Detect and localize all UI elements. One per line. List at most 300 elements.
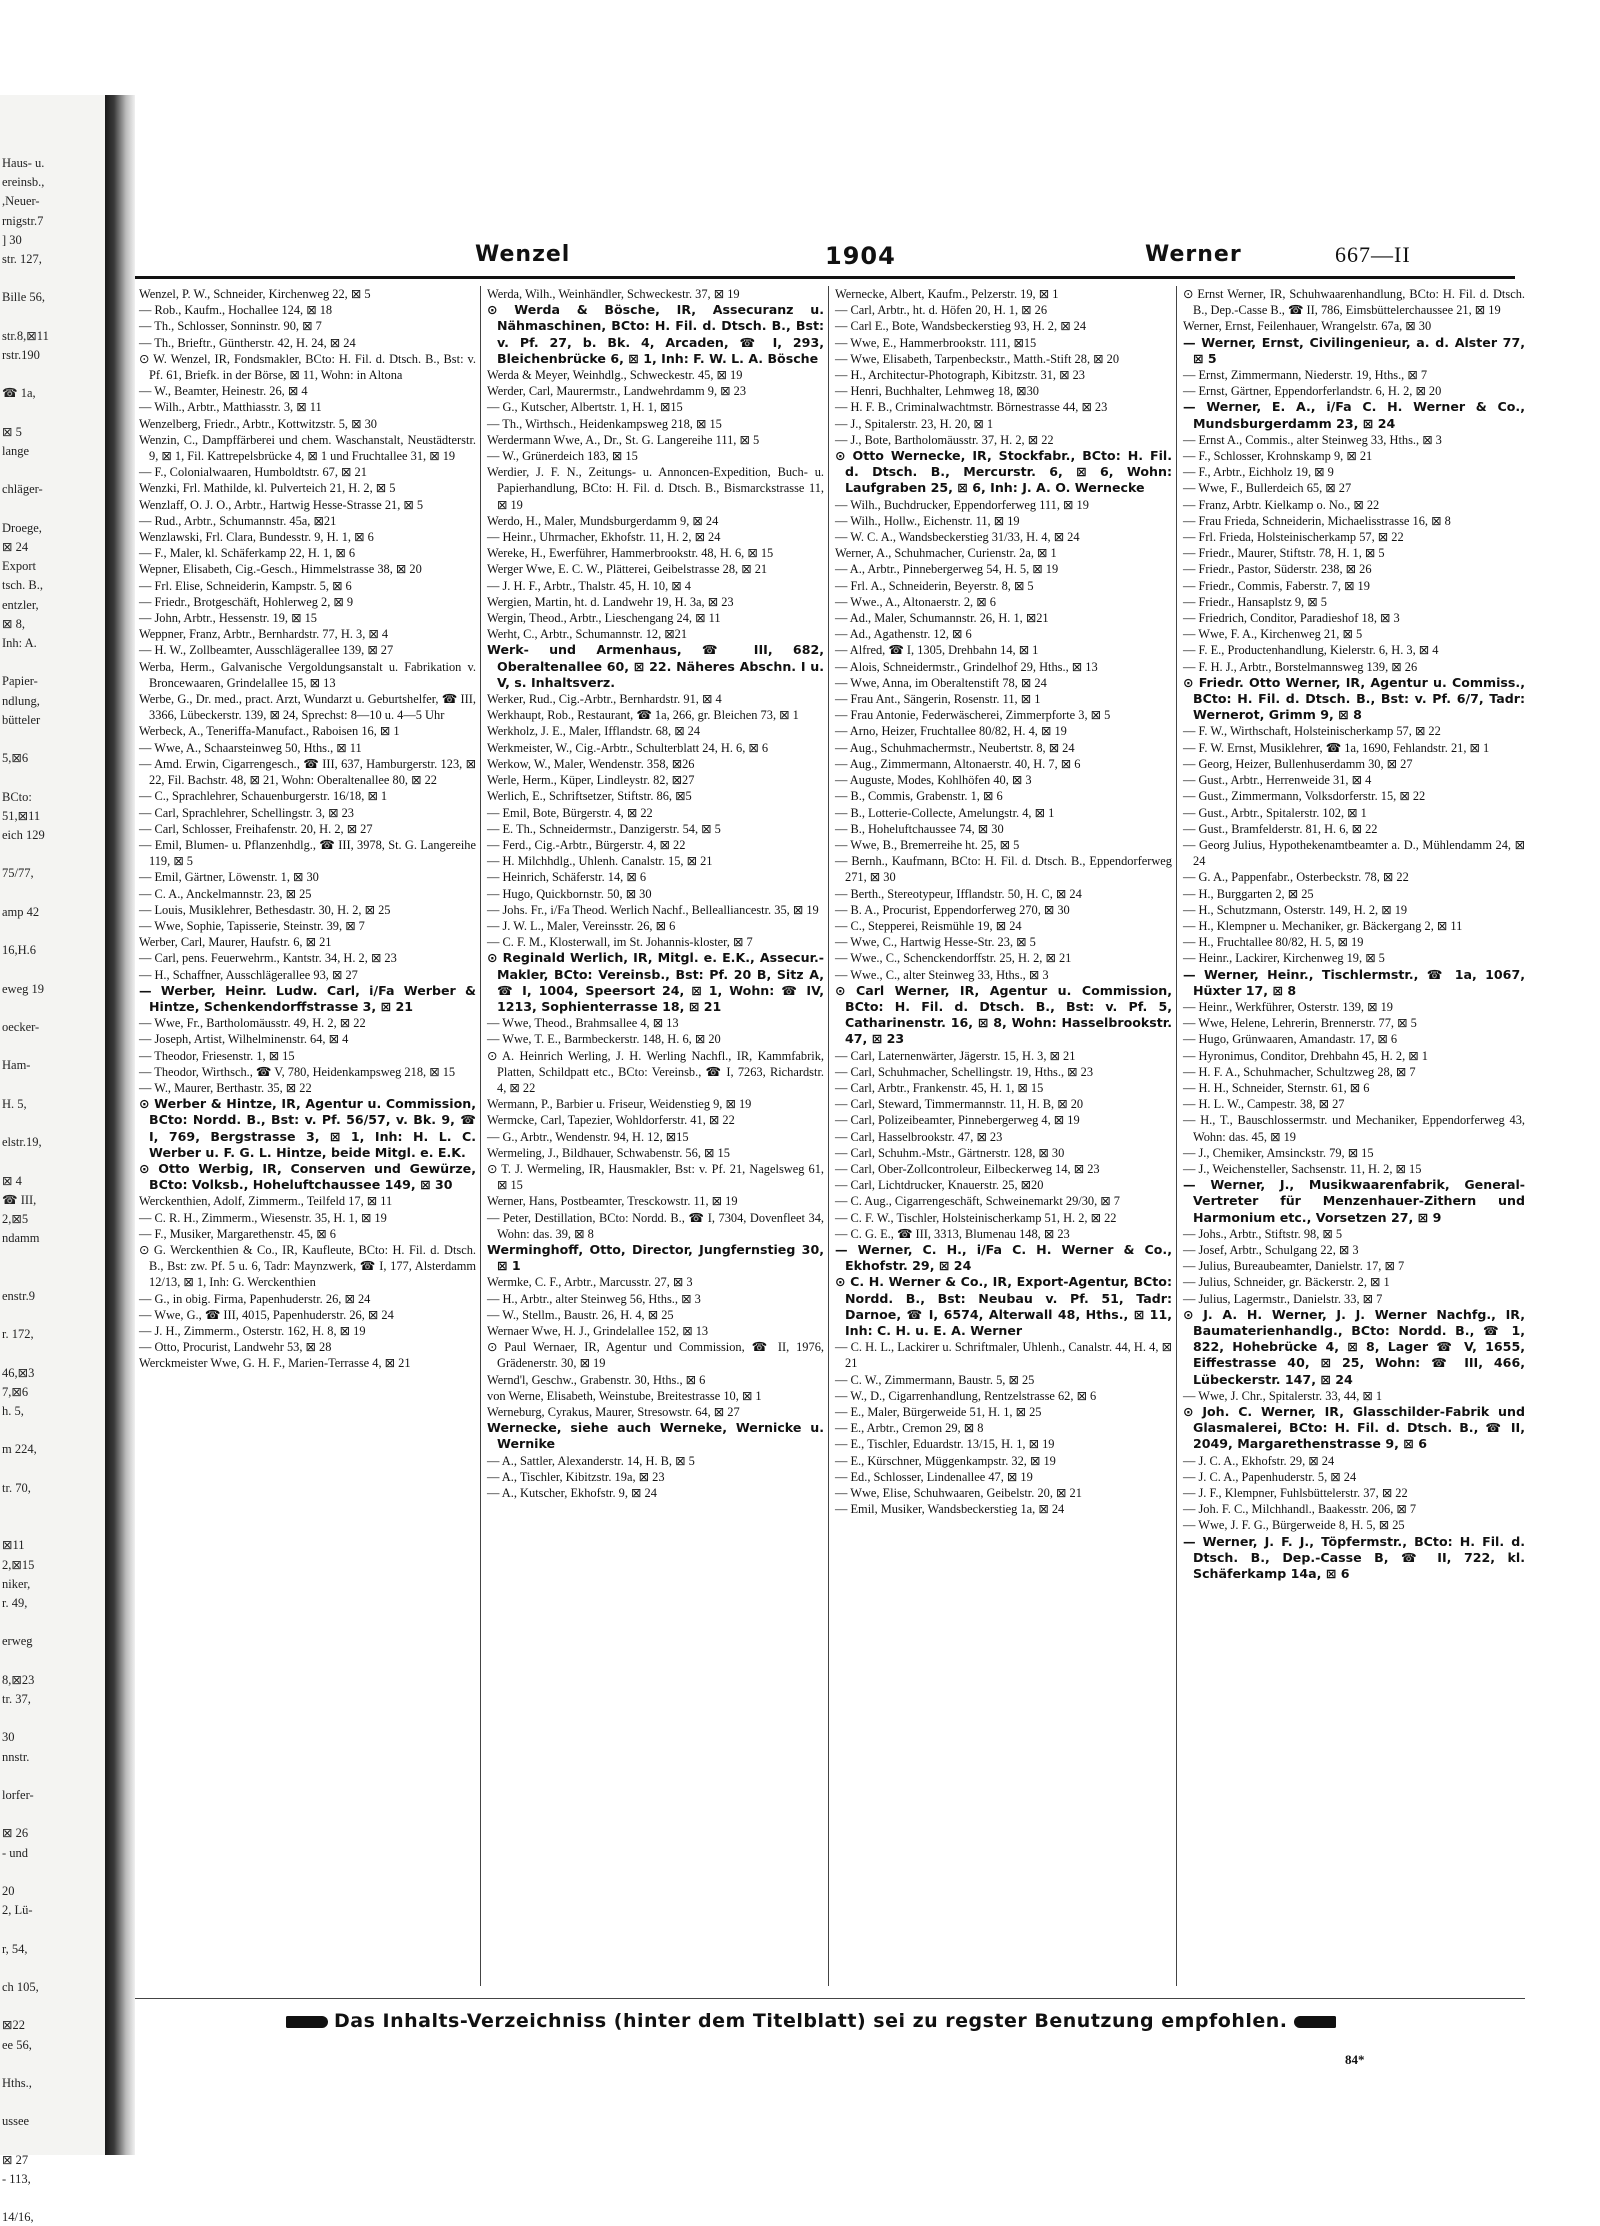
left-page-line: erweg <box>2 1634 33 1649</box>
directory-entry: — J. F., Klempner, Fuhlsbüttelerstr. 37, ⊠ 22 <box>1183 1486 1408 1501</box>
directory-entry: — Emil, Bote, Bürgerstr. 4, ⊠ 22 <box>487 805 653 820</box>
directory-entry: — Carl, pens. Feuerwehrm., Kantstr. 34, H. 2, ⊠ 23 <box>139 951 397 966</box>
directory-entry: — Emil, Musiker, Wandsbeckerstieg 1a, ⊠ 24 <box>835 1502 1065 1517</box>
directory-entry: — Wwe, Helene, Lehrerin, Brennerstr. 77, ⊠ 5 <box>1183 1016 1417 1031</box>
directory-entry: — Werner, Heinr., Tischlermstr., ☎ 1a, 1067, Hüxter 17, ⊠ 8 <box>1183 966 1525 998</box>
directory-entry: — E. Th., Schneidermstr., Danzigerstr. 54, ⊠ 5 <box>487 821 721 836</box>
directory-entry: — Georg, Heizer, Bullenhuserdamm 30, ⊠ 27 <box>1183 756 1413 771</box>
directory-entry: — C. R. H., Zimmerm., Wiesenstr. 35, H. 1, ⊠ 19 <box>139 1210 387 1225</box>
left-page-line: ee 56, <box>2 2037 32 2052</box>
directory-entry: — C., Sprachlehrer, Schauenburgerstr. 16/18, ⊠ 1 <box>139 789 388 804</box>
directory-entry: — Hugo, Quickbornstr. 50, ⊠ 30 <box>487 886 652 901</box>
directory-entry: — Wwe, Sophie, Tapisserie, Steinstr. 39, ⊠ 7 <box>139 918 365 933</box>
directory-entry: — H., Schutzmann, Osterstr. 149, H. 2, ⊠ 19 <box>1183 902 1408 917</box>
directory-entry: — Werner, C. H., i/Fa C. H. Werner & Co., Ekhofstr. 29, ⊠ 24 <box>835 1241 1172 1274</box>
header-year: 1904 <box>825 242 896 270</box>
directory-entry: Wernaer Wwe, H. J., Grindelallee 152, ⊠ 13 <box>487 1324 709 1338</box>
left-page-line: BCto: <box>2 789 32 804</box>
directory-entry: — Heinr., Werkführer, Osterstr. 139, ⊠ 19 <box>1183 999 1393 1014</box>
directory-entry: — E., Kürschner, Müggenkampstr. 32, ⊠ 19 <box>835 1453 1056 1468</box>
directory-entry: — Wwe, J. Chr., Spitalerstr. 33, 44, ⊠ 1 <box>1183 1388 1383 1403</box>
directory-entry: — Wwe, Elisabeth, Tarpenbeckstr., Matth.-Stift 28, ⊠ 20 <box>835 351 1120 366</box>
directory-entry: — Alois, Schneidermstr., Grindelhof 29, Hths., ⊠ 13 <box>835 659 1098 674</box>
left-page-line: ⊠ 4 <box>2 1173 22 1188</box>
directory-entry: Wenzlaff, O. J. O., Arbtr., Hartwig Hesse-Strasse 21, ⊠ 5 <box>139 497 424 512</box>
directory-entry: ⊙ J. A. H. Werner, J. J. Werner Nachfg., IR, Baumaterienhandlg., BCto: Nordd. B., ☎ 1, 822, Hohebrücke 4, ⊠ 8, Lager ☎ V, 1655, Eiffestrasse 40, ⊠ 25, Wohn: ☎ III, 466, Lübeckerstr. 147, ⊠ 24 <box>1183 1306 1525 1387</box>
left-page-line: ndlung, <box>2 693 40 708</box>
left-page-line: H. 5, <box>2 1096 27 1111</box>
header-left-keyword: Wenzel <box>475 242 571 267</box>
left-page-line: 5,⊠6 <box>2 751 29 766</box>
directory-entry: — Wwe, Anna, im Oberaltenstift 78, ⊠ 24 <box>835 675 1047 690</box>
directory-entry: — Werner, Ernst, Civilingenieur, a. d. Alster 77, ⊠ 5 <box>1183 334 1525 366</box>
directory-entry: — F., Maler, kl. Schäferkamp 22, H. 1, ⊠ 6 <box>139 546 356 561</box>
directory-entry: — Heinr., Lackirer, Kirchenweg 19, ⊠ 5 <box>1183 951 1385 966</box>
left-page-line: - 113, <box>2 2172 31 2186</box>
directory-entry: Wenzin, C., Dampffärberei und chem. Waschanstalt, Neustädterstr. 9, ⊠ 1, Fil. Kattrepelsbrücke 4, ⊠ 1 und Fruchtallee 31, ⊠ 19 <box>139 432 476 464</box>
directory-entry: — Th., Schlosser, Sonninstr. 90, ⊠ 7 <box>139 319 322 334</box>
left-page-line: lange <box>2 444 30 458</box>
directory-entry: ⊙ Reginald Werlich, IR, Mitgl. e. E.K., Assecur.-Makler, BCto: Vereinsb., Bst: Pf. 20 B, Sitz A, ☎ I, 1004, Speersort 24, ⊠ 1, Wohn: ☎ IV, 1213, Sophienterrasse 18, ⊠ 21 <box>487 950 824 1014</box>
directory-entry: — H. Milchhdlg., Uhlenh. Canalstr. 15, ⊠ 21 <box>487 854 713 869</box>
left-page-line: ⊠ 5 <box>2 424 22 439</box>
directory-entry: — J. C. A., Papenhuderstr. 5, ⊠ 24 <box>1183 1469 1357 1484</box>
directory-entry: — Alfred, ☎ I, 1305, Drehbahn 14, ⊠ 1 <box>835 643 1039 658</box>
left-page-line: eweg 19 <box>2 981 44 996</box>
directory-entry: — Wwe, B., Bremerreihe ht. 25, ⊠ 5 <box>835 837 1020 852</box>
left-page-line: tsch. B., <box>2 578 43 593</box>
directory-entry: — Wwe, G., ☎ III, 4015, Papenhuderstr. 26, ⊠ 24 <box>139 1307 394 1322</box>
directory-entry: — Frau Ant., Sängerin, Rosenstr. 11, ⊠ 1 <box>835 692 1041 707</box>
directory-entry: — Th., Brieftr., Güntherstr. 42, H. 24, ⊠ 24 <box>139 335 356 350</box>
left-page-line: 75/77, <box>2 866 34 881</box>
left-page-line: Bille 56, <box>2 290 46 305</box>
left-page-line: 46,⊠3 <box>2 1365 35 1380</box>
directory-entry: Wermann, P., Barbier u. Friseur, Weidenstieg 9, ⊠ 19 <box>487 1097 752 1112</box>
directory-entry: — Carl, Steward, Timmermannstr. 11, H. B, ⊠ 20 <box>835 1097 1084 1112</box>
directory-entry: — H., Schaffner, Ausschlägerallee 93, ⊠ 27 <box>139 967 358 982</box>
directory-entry: Wenzki, Frl. Mathilde, kl. Pulverteich 21, H. 2, ⊠ 5 <box>139 481 396 496</box>
directory-entry: Wermke, C. F., Arbtr., Marcusstr. 27, ⊠ 3 <box>487 1275 693 1290</box>
left-page-line: ereinsb., <box>2 175 45 190</box>
page-signature-mark: 84* <box>1345 2052 1365 2067</box>
directory-entry: — F., Schlosser, Krohnskamp 9, ⊠ 21 <box>1183 449 1373 464</box>
directory-entry: Werlich, E., Schriftsetzer, Stiftstr. 86, ⊠5 <box>487 789 692 804</box>
directory-entry: — H. L. W., Campestr. 38, ⊠ 27 <box>1183 1097 1345 1112</box>
directory-entry: Werbeck, A., Teneriffa-Manufact., Raboisen 16, ⊠ 1 <box>139 724 400 739</box>
directory-entry: — Werber, Heinr. Ludw. Carl, i/Fa Werber & Hintze, Schenkendorffstrasse 3, ⊠ 21 <box>139 982 476 1014</box>
left-page-line: ussee <box>2 2114 30 2129</box>
directory-entry: Wermcke, Carl, Tapezier, Wohldorferstr. 41, ⊠ 22 <box>487 1113 735 1128</box>
directory-entry: — Heinr., Uhrmacher, Ekhofstr. 11, H. 2, ⊠ 24 <box>487 530 721 545</box>
directory-entry: — Wwe, Elise, Schuhwaaren, Geibelstr. 20, ⊠ 21 <box>835 1486 1082 1501</box>
directory-entry: — F., Musiker, Margarethenstr. 45, ⊠ 6 <box>139 1226 336 1241</box>
directory-entry: — Ad., Agathenstr. 12, ⊠ 6 <box>835 627 972 642</box>
directory-entry: — J. W. L., Maler, Vereinsstr. 26, ⊠ 6 <box>487 918 676 933</box>
directory-entry: — J. C. A., Ekhofstr. 29, ⊠ 24 <box>1183 1453 1335 1468</box>
left-page-line: tr. 70, <box>2 1480 31 1495</box>
left-page-line: Inh: A. <box>2 636 37 650</box>
directory-entry: — W., Maurer, Berthastr. 35, ⊠ 22 <box>139 1080 312 1095</box>
left-page-line: h. 5, <box>2 1404 24 1418</box>
directory-entry: — Johs. Fr., i/Fa Theod. Werlich Nachf., Bellealliancestr. 35, ⊠ 19 <box>487 902 819 917</box>
directory-entry: — Friedr., Maurer, Stiftstr. 78, H. 1, ⊠ 5 <box>1183 546 1385 561</box>
directory-entry: — A., Tischler, Kibitzstr. 19a, ⊠ 23 <box>487 1469 665 1484</box>
left-page-line: Haus- u. <box>2 156 45 170</box>
directory-entry: Wernecke, Albert, Kaufm., Pelzerstr. 19, ⊠ 1 <box>835 287 1059 301</box>
directory-entry: — B. A., Procurist, Eppendorferweg 270, ⊠ 30 <box>835 902 1070 917</box>
left-page-line: str.8,⊠11 <box>2 328 49 343</box>
left-page-line: chläger- <box>2 482 43 497</box>
left-page-line: str. 127, <box>2 252 42 266</box>
left-page-line: ,Neuer- <box>2 194 40 209</box>
directory-entry: Wepner, Elisabeth, Cig.-Gesch., Himmelstrasse 38, ⊠ 20 <box>139 562 422 577</box>
directory-entry: ⊙ W. Wenzel, IR, Fondsmakler, BCto: H. Fil. d. Dtsch. B., Bst: v. Pf. 61, Briefk. in der Börse, ⊠ 11, Wohn: in Altona <box>139 351 476 383</box>
directory-entry: — A., Kutscher, Ekhofstr. 9, ⊠ 24 <box>487 1486 657 1501</box>
directory-entry: — F. H. J., Arbtr., Borstelmannsweg 139, ⊠ 26 <box>1183 659 1418 674</box>
directory-entry: ⊙ Joh. C. Werner, IR, Glasschilder-Fabrik und Glasmalerei, BCto: H. Fil. d. Dtsch. B., ☎ II, 2049, Margarethenstrasse 9, ⊠ 6 <box>1183 1404 1525 1452</box>
left-page-line: elstr.19, <box>2 1135 42 1150</box>
directory-entry: — Carl, Laternenwärter, Jägerstr. 15, H. 3, ⊠ 21 <box>835 1048 1076 1063</box>
directory-entry: — Julius, Schneider, gr. Bäckerstr. 2, ⊠ 1 <box>1183 1275 1390 1290</box>
directory-entry: — F., Arbtr., Eichholz 19, ⊠ 9 <box>1183 465 1334 480</box>
directory-entry: — Carl, Ober-Zollcontroleur, Eilbeckerweg 14, ⊠ 23 <box>835 1161 1100 1176</box>
directory-entry: — Aug., Schuhmachermstr., Neubertstr. 8, ⊠ 24 <box>835 740 1075 755</box>
directory-entry: — Ferd., Cig.-Arbtr., Bürgerstr. 4, ⊠ 22 <box>487 837 686 852</box>
directory-entry: ⊙ Werber & Hintze, IR, Agentur u. Commission, BCto: Nordd. B., Bst: v. Pf. 56/57, v. Bk. 9, ☎ I, 769, Bergstrasse 3, ⊠ 1, Inh: H. L. C. Werber u. F. G. L. Hintze, beide Mitgl. e. E.K. <box>139 1096 476 1160</box>
left-page-line: Export <box>2 559 37 574</box>
directory-entry: — G. A., Pappenfabr., Osterbeckstr. 78, ⊠ 22 <box>1183 870 1409 885</box>
directory-entry: Werdo, H., Maler, Mundsburgerdamm 9, ⊠ 24 <box>487 513 719 528</box>
directory-entry: — Gust., Arbtr., Herrenweide 31, ⊠ 4 <box>1183 773 1372 788</box>
left-page-line: lorfer- <box>2 1788 34 1802</box>
footer-notice-text: Das Inhalts-Verzeichniss (hinter dem Titelblatt) sei zu regster Benutzung empfohlen. <box>334 2010 1288 2032</box>
directory-entry: Wergien, Martin, ht. d. Landwehr 19, H. 3a, ⊠ 23 <box>487 594 734 609</box>
header-right-keyword: Werner <box>1145 242 1242 267</box>
directory-entry: ⊙ C. H. Werner & Co., IR, Export-Agentur, BCto: Nordd. B., Bst: Neubau v. Pf. 51, Tadr: Darnoe, ☎ I, 6574, Alterwall 48, Hths., ⊠ 11, Inh: C. H. u. E. A. Werner <box>835 1274 1172 1338</box>
directory-entry: — Friedr., Brotgeschäft, Hohlerweg 2, ⊠ 9 <box>139 594 354 609</box>
left-page-line: rnigstr.7 <box>2 213 44 228</box>
directory-entry: — Aug., Zimmermann, Altonaerstr. 40, H. 7, ⊠ 6 <box>835 756 1081 771</box>
directory-entry: — H., Arbtr., alter Steinweg 56, Hths., ⊠ 3 <box>487 1291 701 1306</box>
directory-entry: — W. C. A., Wandsbeckerstieg 31/33, H. 4, ⊠ 24 <box>835 530 1080 545</box>
directory-entry: — Georg Julius, Hypothekenamtbeamter a. D., Mühlendamm 24, ⊠ 24 <box>1183 837 1525 869</box>
left-page-fragment <box>0 95 112 2225</box>
directory-entry: Werckenthien, Adolf, Zimmerm., Teilfeld 17, ⊠ 11 <box>139 1194 393 1209</box>
directory-entry: — Carl, Sprachlehrer, Schellingstr. 3, ⊠ 23 <box>139 805 354 820</box>
directory-entry: — Th., Wirthsch., Heidenkampsweg 218, ⊠ 15 <box>487 416 722 431</box>
directory-entry: — Amd. Erwin, Cigarrengesch., ☎ III, 637, Hamburgerstr. 123, ⊠ 22, Fil. Bachstr. 48, ⊠ 21, Wohn: Oberaltenallee 80, ⊠ 22 <box>139 756 476 788</box>
directory-entry: — Carl, Arbtr., ht. d. Höfen 20, H. 1, ⊠ 26 <box>835 303 1048 318</box>
directory-entry: Werder, Carl, Maurermstr., Landwehrdamm 9, ⊠ 23 <box>487 384 747 399</box>
directory-entry: Werckmeister Wwe, G. H. F., Marien-Terrasse 4, ⊠ 21 <box>139 1356 411 1371</box>
left-page-line: oecker- <box>2 1020 40 1034</box>
directory-entry: — C. Aug., Cigarrengeschäft, Schweinemarkt 29/30, ⊠ 7 <box>835 1194 1120 1209</box>
book-binding <box>105 95 135 2155</box>
directory-entry: — John, Arbtr., Hessenstr. 19, ⊠ 15 <box>139 611 317 626</box>
directory-entry: Wernecke, siehe auch Werneke, Wernicke u. Wernike <box>487 1420 824 1452</box>
directory-entry: Werda & Meyer, Weinhdlg., Schweckestr. 45, ⊠ 19 <box>487 368 743 383</box>
directory-entry: — Rud., Arbtr., Schumannstr. 45a, ⊠21 <box>139 513 337 528</box>
directory-entry: — W., Grünerdeich 183, ⊠ 15 <box>487 449 638 464</box>
directory-column-1 <box>135 286 481 1986</box>
directory-entry: Werbe, G., Dr. med., pract. Arzt, Wundarzt u. Geburtshelfer, ☎ III, 3366, Lübeckerstr. 139, ⊠ 24, Sprechst: 8—10 u. 4—5 Uhr <box>139 692 476 723</box>
footer-notice <box>280 2010 1342 2032</box>
left-page-line: nnstr. <box>2 1749 30 1764</box>
left-page-line: ⊠ 26 <box>2 1826 29 1841</box>
left-page-line: ⊠11 <box>2 1538 25 1553</box>
left-page-line: 2,⊠5 <box>2 1212 29 1226</box>
left-page-line: m 224, <box>2 1442 37 1457</box>
directory-entry: — B., Commis, Grabenstr. 1, ⊠ 6 <box>835 789 1003 804</box>
directory-entry: ⊙ A. Heinrich Werling, J. H. Werling Nachfl., IR, Kammfabrik, Platten, Schildpatt etc., BCto: Vereinsb., ☎ I, 7263, Richardstr. 4, ⊠ 22 <box>487 1048 824 1095</box>
directory-column-4 <box>1179 286 1529 1986</box>
directory-entry: — Werner, J. F. J., Töpfermstr., BCto: H. Fil. d. Dtsch. B., Dep.-Casse B, ☎ II, 722, kl. Schäferkamp 14a, ⊠ 6 <box>1183 1533 1525 1582</box>
left-page-line: 8,⊠23 <box>2 1672 35 1687</box>
directory-entry: Wenzel, P. W., Schneider, Kirchenweg 22, ⊠ 5 <box>139 287 371 301</box>
directory-entry: — Carl, Lichtdrucker, Knauerstr. 25, ⊠20 <box>835 1178 1044 1193</box>
directory-entry: — Auguste, Modes, Kohlhöfen 40, ⊠ 3 <box>835 773 1032 788</box>
directory-entry: Werba, Herm., Galvanische Vergoldungsanstalt u. Fabrikation v. Broncewaaren, Grindelallee 15, ⊠ 13 <box>139 659 476 690</box>
pointing-hand-icon <box>286 2016 328 2028</box>
header-page-number: 667—II <box>1335 242 1411 267</box>
left-page-line: 20 <box>2 1884 15 1898</box>
directory-entry: — H. F. B., Criminalwachtmstr. Börnestrasse 44, ⊠ 23 <box>835 400 1108 415</box>
directory-entry: ⊙ G. Werckenthien & Co., IR, Kaufleute, BCto: H. Fil. d. Dtsch. B., Bst: zw. Pf. 5 u. 6, Tadr: Maynzwerk, ☎ I, 177, Alsterdamm 12/13, ⊠ 1, Inh: G. Werckenthien <box>139 1242 476 1290</box>
directory-entry: von Werne, Elisabeth, Weinstube, Breitestrasse 10, ⊠ 1 <box>487 1388 762 1403</box>
directory-entry: — Friedr., Commis, Faberstr. 7, ⊠ 19 <box>1183 578 1370 593</box>
directory-entry: — Otto, Procurist, Landwehr 53, ⊠ 28 <box>139 1340 332 1355</box>
page-header <box>135 190 1575 270</box>
header-rule <box>135 276 1515 279</box>
directory-entry: Werneburg, Cyrakus, Maurer, Stresowstr. 64, ⊠ 27 <box>487 1405 740 1420</box>
left-page-line: enstr.9 <box>2 1288 35 1303</box>
left-page-line: entzler, <box>2 597 39 612</box>
directory-entry: — Carl, Arbtr., Frankenstr. 45, H. 1, ⊠ 15 <box>835 1080 1044 1095</box>
directory-entry: — Carl, Schuhmacher, Schellingstr. 19, Hths., ⊠ 23 <box>835 1064 1094 1079</box>
directory-entry: Werle, Herm., Küper, Lindleystr. 82, ⊠27 <box>487 773 695 788</box>
directory-entry: — G., Kutscher, Albertstr. 1, H. 1, ⊠15 <box>487 400 683 415</box>
directory-entry: ⊙ Carl Werner, IR, Agentur u. Commission, BCto: H. Fil. d. Dtsch. B., Bst: v. Pf. 5, Catharinenstr. 16, ⊠ 8, Wohn: Hasselbrookstr. 47, ⊠ 23 <box>835 982 1172 1047</box>
directory-entry: — H. F. A., Schuhmacher, Schultzweg 28, ⊠ 7 <box>1183 1064 1416 1079</box>
left-page-line: - und <box>2 1845 29 1860</box>
directory-entry: Werkmeister, W., Cig.-Arbtr., Schulterblatt 24, H. 6, ⊠ 6 <box>487 740 769 755</box>
left-page-line: Ham- <box>2 1058 31 1073</box>
page-footer <box>135 1998 1575 2038</box>
directory-entry: — Wilh., Arbtr., Matthiasstr. 3, ⊠ 11 <box>139 400 322 415</box>
directory-entry: — F., Colonialwaaren, Humboldtstr. 67, ⊠ 21 <box>139 465 367 480</box>
directory-column-3 <box>831 286 1177 1986</box>
left-page-line: niker, <box>2 1576 31 1591</box>
directory-entry: — E., Tischler, Eduardstr. 13/15, H. 1, ⊠ 19 <box>835 1437 1055 1452</box>
directory-entry: — Carl, Hasselbrookstr. 47, ⊠ 23 <box>835 1129 1003 1144</box>
directory-entry: — Johs., Arbtr., Stiftstr. 98, ⊠ 5 <box>1183 1226 1343 1241</box>
directory-entry: Werner, Hans, Postbeamter, Tresckowstr. 11, ⊠ 19 <box>487 1194 738 1209</box>
footer-rule <box>135 1998 1525 1999</box>
directory-entry: ⊙ Otto Wernecke, IR, Stockfabr., BCto: H. Fil. d. Dtsch. B., Mercurstr. 6, ⊠ 6, Wohn: Laufgraben 25, ⊠ 6, Inh: J. A. O. Wernecke <box>835 448 1172 496</box>
directory-entry: — Heinrich, Schäferstr. 14, ⊠ 6 <box>487 870 647 885</box>
directory-entry: — H. W., Zollbeamter, Ausschlägerallee 139, ⊠ 27 <box>139 643 394 658</box>
directory-entry: Wenzlawski, Frl. Clara, Bundesstr. 9, H. 1, ⊠ 6 <box>139 530 374 545</box>
left-page-line: ☎ III, <box>2 1192 37 1207</box>
directory-entry: — C. F. M., Klosterwall, im St. Johannis-kloster, ⊠ 7 <box>487 935 753 950</box>
directory-entry: — B., Hoheluftchaussee 74, ⊠ 30 <box>835 821 1004 836</box>
directory-entry: — F. E., Productenhandlung, Kielerstr. 6, H. 3, ⊠ 4 <box>1183 643 1439 658</box>
left-page-line: ☎ 1a, <box>2 386 36 401</box>
directory-entry: — Frau Antonie, Federwäscherei, Zimmerpforte 3, ⊠ 5 <box>835 708 1111 723</box>
left-page-line: 51,⊠11 <box>2 808 41 823</box>
directory-entry: ⊙ T. J. Wermeling, IR, Hausmakler, Bst: v. Pf. 21, Nagelsweg 61, ⊠ 15 <box>487 1161 824 1193</box>
directory-entry: — Ernst, Gärtner, Eppendorferlandstr. 6, H. 2, ⊠ 20 <box>1183 384 1442 399</box>
directory-entry: — Hyronimus, Conditor, Drehbahn 45, H. 2, ⊠ 1 <box>1183 1048 1428 1063</box>
directory-entry: — Wwe, Fr., Bartholomäusstr. 49, H. 2, ⊠ 22 <box>139 1016 366 1031</box>
directory-entry: — Wwe, F., Bullerdeich 65, ⊠ 27 <box>1183 481 1352 496</box>
left-page-line: r. 49, <box>2 1596 28 1610</box>
directory-entry: — Gust., Bramfelderstr. 81, H. 6, ⊠ 22 <box>1183 821 1378 836</box>
directory-entry: — Bernh., Kaufmann, BCto: H. Fil. d. Dtsch. B., Eppendorferweg 271, ⊠ 30 <box>835 854 1172 885</box>
directory-entry: — J., Weichensteller, Sachsenstr. 11, H. 2, ⊠ 15 <box>1183 1161 1422 1176</box>
directory-entry: — C. H. L., Lackirer u. Schriftmaler, Uhlenh., Canalstr. 44, H. 4, ⊠ 21 <box>835 1340 1172 1371</box>
directory-entry: — Werner, E. A., i/Fa C. H. Werner & Co., Mundsburgerdamm 23, ⊠ 24 <box>1183 399 1525 431</box>
left-page-line: Hths., <box>2 2076 32 2090</box>
left-page-line: rstr.190 <box>2 348 40 362</box>
directory-entry: — C. F. W., Tischler, Holsteinischerkamp 51, H. 2, ⊠ 22 <box>835 1210 1117 1225</box>
directory-entry: — C. G. E., ☎ III, 3313, Blumenau 148, ⊠ 23 <box>835 1226 1070 1241</box>
directory-entry: Werner, A., Schuhmacher, Curienstr. 2a, ⊠ 1 <box>835 546 1057 561</box>
directory-entry: — Wwe, T. E., Barmbeckerstr. 148, H. 6, ⊠ 20 <box>487 1032 721 1047</box>
directory-entry: — Ernst, Zimmermann, Niederstr. 19, Hths., ⊠ 7 <box>1183 368 1428 383</box>
directory-entry: — Arno, Heizer, Fruchtallee 80/82, H. 4, ⊠ 19 <box>835 724 1067 739</box>
directory-entry: — Friedr., Pastor, Süderstr. 238, ⊠ 26 <box>1183 562 1372 577</box>
directory-entry: Wernd'l, Geschw., Grabenstr. 30, Hths., ⊠ 6 <box>487 1372 706 1387</box>
directory-entry: — A., Arbtr., Pinnebergerweg 54, H. 5, ⊠ 19 <box>835 562 1059 577</box>
directory-entry: — W., Beamter, Heinestr. 26, ⊠ 4 <box>139 384 308 399</box>
directory-entry: — Wwe, J. F. G., Bürgerweide 8, H. 5, ⊠ 25 <box>1183 1518 1405 1533</box>
directory-entry: — Ernst A., Commis., alter Steinweg 33, Hths., ⊠ 3 <box>1183 432 1442 447</box>
directory-entry: ⊙ Otto Werbig, IR, Conserven und Gewürze, BCto: Volksb., Hoheluftchaussee 149, ⊠ 30 <box>139 1160 476 1193</box>
directory-entry: Wereke, H., Ewerführer, Hammerbrookstr. 48, H. 6, ⊠ 15 <box>487 546 774 561</box>
directory-column-2 <box>483 286 829 1986</box>
directory-entry: — Wwe., A., Altonaerstr. 2, ⊠ 6 <box>835 594 996 609</box>
left-page-line: ] 30 <box>2 232 22 247</box>
directory-entry: — Friedrich, Conditor, Paradieshof 18, ⊠ 3 <box>1183 611 1400 626</box>
left-page-line: Droege, <box>2 520 42 535</box>
directory-entry: — G., Arbtr., Wendenstr. 94, H. 12, ⊠15 <box>487 1129 689 1144</box>
directory-entry: — Joseph, Artist, Wilhelminenstr. 64, ⊠ 4 <box>139 1032 349 1047</box>
directory-entry: ⊙ Werda & Bösche, IR, Assecuranz u. Nähmaschinen, BCto: H. Fil. d. Dtsch. B., Bst: v. Pf. 27, b. Bk. 4, Arcaden, ☎ I, 293, Bleichenbrücke 6, ⊠ 1, Inh: F. W. L. A. Bösche <box>487 302 824 366</box>
directory-entry: — Louis, Musiklehrer, Bethesdastr. 30, H. 2, ⊠ 25 <box>139 902 391 917</box>
directory-entry: Wergin, Theod., Arbtr., Lieschengang 24, ⊠ 11 <box>487 611 721 626</box>
directory-entry: — J., Chemiker, Amsinckstr. 79, ⊠ 15 <box>1183 1145 1374 1160</box>
directory-entry: — Julius, Lagermstr., Danielstr. 33, ⊠ 7 <box>1183 1291 1383 1306</box>
directory-entry: — Ad., Maler, Schumannstr. 26, H. 1, ⊠21 <box>835 611 1049 626</box>
left-page-line: 2, Lü- <box>2 1903 33 1918</box>
directory-entry: — Berth., Stereotypeur, Ifflandstr. 50, H. C, ⊠ 24 <box>835 886 1082 901</box>
left-page-line: r. 172, <box>2 1327 34 1342</box>
directory-entry: Werdier, J. F. N., Zeitungs- u. Annoncen-Expedition, Buch- u. Papierhandlung, BCto: H. Fil. d. Dtsch. B., Bismarckstrasse 11, ⊠ 19 <box>487 465 824 512</box>
directory-entry: Werminghoff, Otto, Director, Jungfernstieg 30, ⊠ 1 <box>487 1241 824 1274</box>
left-page-line: ch 105, <box>2 1980 39 1994</box>
directory-entry: — G., in obig. Firma, Papenhuderstr. 26, ⊠ 24 <box>139 1291 371 1306</box>
directory-entry: — Theodor, Wirthsch., ☎ V, 780, Heidenkampsweg 218, ⊠ 15 <box>139 1064 456 1079</box>
directory-entry: — J. H., Zimmerm., Osterstr. 162, H. 8, ⊠ 19 <box>139 1324 366 1338</box>
left-page-line: eich 129 <box>2 828 45 842</box>
left-page-line: amp 42 <box>2 904 40 919</box>
directory-entry: Wenzelberg, Friedr., Arbtr., Kottwitzstr. 5, ⊠ 30 <box>139 416 378 431</box>
left-page-line: 30 <box>2 1730 15 1745</box>
directory-entry: Werdermann Wwe, A., Dr., St. G. Langereihe 111, ⊠ 5 <box>487 432 760 447</box>
directory-entry: — Franz, Arbtr. Kielkamp o. No., ⊠ 22 <box>1183 497 1380 512</box>
directory-entry: — B., Lotterie-Collecte, Amelungstr. 4, ⊠ 1 <box>835 805 1055 820</box>
directory-entry: — H. H., Schneider, Sternstr. 61, ⊠ 6 <box>1183 1080 1370 1095</box>
directory-entry: — Emil, Blumen- u. Pflanzenhdlg., ☎ III, 3978, St. G. Langereihe 119, ⊠ 5 <box>139 837 476 869</box>
directory-entry: Weppner, Franz, Arbtr., Bernhardstr. 77, H. 3, ⊠ 4 <box>139 627 389 642</box>
directory-entry: — E., Maler, Bürgerweide 51, H. 1, ⊠ 25 <box>835 1405 1042 1420</box>
directory-entry: — Frl. Elise, Schneiderin, Kampstr. 5, ⊠ 6 <box>139 578 352 593</box>
directory-entry: — C. W., Zimmermann, Baustr. 5, ⊠ 25 <box>835 1372 1035 1387</box>
directory-entry: — Henri, Buchhalter, Lehmweg 18, ⊠30 <box>835 384 1039 399</box>
directory-entry: ⊙ Paul Wernaer, IR, Agentur und Commission, ☎ II, 1976, Grädenerstr. 30, ⊠ 19 <box>487 1340 824 1371</box>
directory-entry: — Wwe., C., alter Steinweg 33, Hths., ⊠ 3 <box>835 967 1049 982</box>
directory-entry: Wermeling, J., Bildhauer, Schwabenstr. 56, ⊠ 15 <box>487 1145 730 1160</box>
directory-entry: — Gust., Zimmermann, Volksdorferstr. 15, ⊠ 22 <box>1183 789 1426 804</box>
left-page-line: ⊠ 8, <box>2 616 25 631</box>
directory-entry: — Ed., Schlosser, Lindenallee 47, ⊠ 19 <box>835 1469 1033 1484</box>
directory-entry: Werht, C., Arbtr., Schumannstr. 12, ⊠21 <box>487 627 688 642</box>
directory-entry: — Peter, Destillation, BCto: Nordd. B., ☎ I, 7304, Dovenfleet 34, Wohn: das. 39, ⊠ 8 <box>487 1210 824 1241</box>
directory-entry: — H., Klempner u. Mechaniker, gr. Bäckergang 2, ⊠ 11 <box>1183 918 1463 933</box>
directory-entry: — C. A., Anckelmannstr. 23, ⊠ 25 <box>139 886 312 901</box>
directory-entry: — Carl, Schlosser, Freihafenstr. 20, H. 2, ⊠ 27 <box>139 821 373 836</box>
left-page-line: bütteler <box>2 712 41 727</box>
directory-entry: — Josef, Arbtr., Schulgang 22, ⊠ 3 <box>1183 1242 1359 1257</box>
directory-entry: — Frl. A., Schneiderin, Beyerstr. 8, ⊠ 5 <box>835 578 1034 593</box>
left-page-line: 7,⊠6 <box>2 1384 29 1399</box>
directory-entry: — W., Stellm., Baustr. 26, H. 4, ⊠ 25 <box>487 1307 674 1322</box>
left-page-line: tr. 37, <box>2 1692 31 1706</box>
pointing-hand-icon <box>1294 2016 1336 2028</box>
directory-entry: — Hugo, Grünwaaren, Amandastr. 17, ⊠ 6 <box>1183 1032 1398 1047</box>
directory-entry: Werkholz, J. E., Maler, Ifflandstr. 68, ⊠ 24 <box>487 724 701 739</box>
directory-entry: — Carl, Polizeibeamter, Pinnebergerweg 4, ⊠ 19 <box>835 1113 1080 1128</box>
directory-entry: — J. H. F., Arbtr., Thalstr. 45, H. 10, ⊠ 4 <box>487 578 691 593</box>
directory-entry: Werker, Rud., Cig.-Arbtr., Bernhardstr. 91, ⊠ 4 <box>487 692 722 707</box>
directory-entry: — Julius, Bureaubeamter, Danielstr. 17, ⊠ 7 <box>1183 1259 1405 1274</box>
directory-entry: — F. W. Ernst, Musiklehrer, ☎ 1a, 1690, Fehlandstr. 21, ⊠ 1 <box>1183 740 1490 755</box>
directory-entry: — Theodor, Friesenstr. 1, ⊠ 15 <box>139 1048 295 1063</box>
directory-entry: — Wwe, A., Schaarsteinweg 50, Hths., ⊠ 11 <box>139 740 362 755</box>
directory-entry: — H., T., Bauschlossermstr. und Mechaniker, Eppendorferweg 43, Wohn: das. 45, ⊠ 19 <box>1183 1113 1525 1144</box>
directory-entry: — Wwe, F. A., Kirchenweg 21, ⊠ 5 <box>1183 627 1363 642</box>
left-page-line: ⊠ 27 <box>2 2152 29 2167</box>
directory-entry: — Wwe, E., Hammerbrookstr. 111, ⊠15 <box>835 335 1037 350</box>
directory-entry: — Werner, J., Musikwaarenfabrik, General-Vertreter für Menzenhauer-Zithern und Harmonium etc., Vorsetzen 27, ⊠ 9 <box>1183 1177 1525 1225</box>
directory-entry: — J., Spitalerstr. 23, H. 20, ⊠ 1 <box>835 416 994 431</box>
directory-entry: — C., Stepperei, Reismühle 19, ⊠ 24 <box>835 918 1022 933</box>
directory-entry: Werkow, W., Maler, Wendenstr. 358, ⊠26 <box>487 756 695 771</box>
directory-entry: — Emil, Gärtner, Löwenstr. 1, ⊠ 30 <box>139 870 319 885</box>
directory-entry: — H., Burggarten 2, ⊠ 25 <box>1183 886 1314 901</box>
left-page-line: ⊠ 24 <box>2 540 29 554</box>
directory-entry: — F. W., Wirthschaft, Holsteinischerkamp 57, ⊠ 22 <box>1183 724 1441 739</box>
directory-entry: — W., D., Cigarrenhandlung, Rentzelstrasse 62, ⊠ 6 <box>835 1388 1097 1403</box>
directory-entry: — A., Sattler, Alexanderstr. 14, H. B, ⊠ 5 <box>487 1453 695 1468</box>
directory-entry: Werber, Carl, Maurer, Haufstr. 6, ⊠ 21 <box>139 935 332 950</box>
left-page-line: ndamm <box>2 1231 40 1246</box>
directory-entry: Werda, Wilh., Weinhändler, Schweckestr. 37, ⊠ 19 <box>487 287 740 301</box>
directory-entry: — H., Fruchtallee 80/82, H. 5, ⊠ 19 <box>1183 935 1364 950</box>
directory-entry: — Rob., Kaufm., Hochallee 124, ⊠ 18 <box>139 303 333 318</box>
